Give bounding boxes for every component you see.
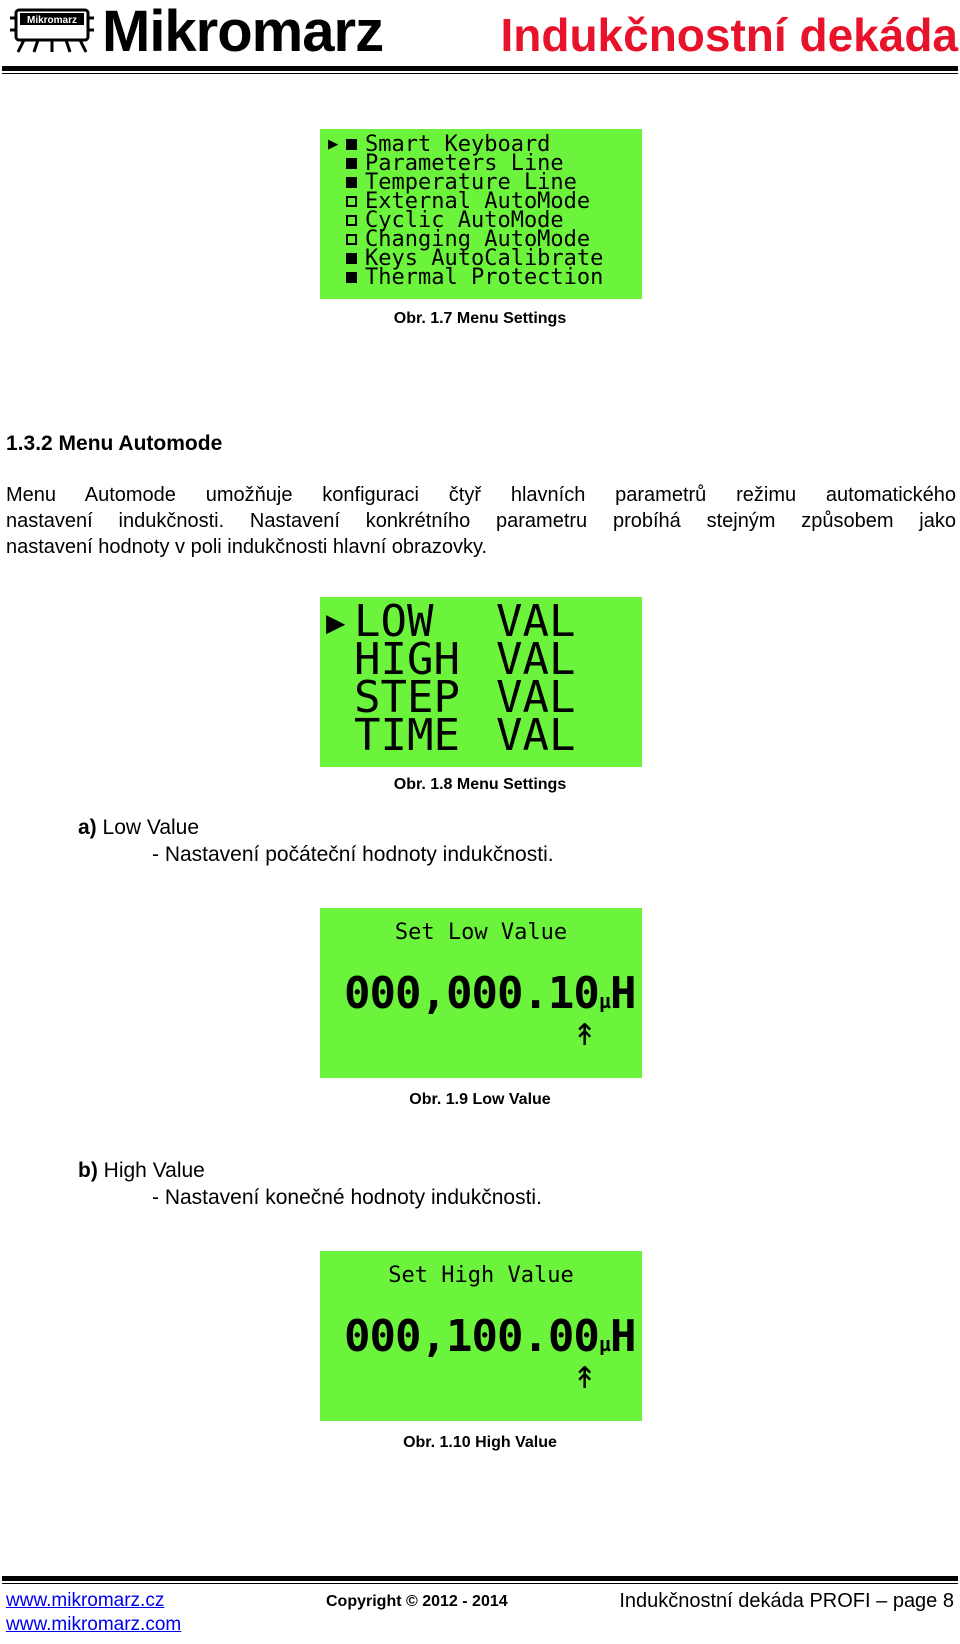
item-b-label (78, 1159, 205, 1183)
lcd-title: Set Low Value (394, 920, 568, 945)
digit-cursor-arrow-icon: ↟ (572, 1018, 598, 1053)
footer-rule-thin (2, 1583, 958, 1584)
digit-cursor-arrow-icon: ↟ (572, 1361, 598, 1396)
unit-prefix: µ (598, 989, 610, 1013)
param-value-label: VAL (496, 634, 576, 685)
figure-caption: Obr. 1.8 Menu Settings (393, 776, 567, 793)
menu-item-label: Temperature Line (365, 170, 577, 195)
param-name: LOW (354, 597, 434, 647)
selection-cursor-icon: ▶ (328, 134, 339, 154)
param-name: HIGH (354, 634, 460, 685)
lcd-title: Set High Value (388, 1263, 574, 1288)
page-header (0, 0, 960, 78)
header-rule-thin (2, 73, 958, 74)
checked-box-icon (346, 139, 357, 150)
automode-menu-item (326, 710, 576, 761)
website-link-cz[interactable]: www.mikromarz.cz (6, 1590, 165, 1611)
svg-text:Mikromarz: Mikromarz (26, 15, 78, 26)
checked-box-icon (346, 158, 357, 169)
param-value-label: VAL (496, 672, 576, 723)
menu-item-label: External AutoMode (365, 189, 591, 214)
menu-item (328, 265, 604, 290)
lcd-menu-settings (320, 129, 642, 299)
unchecked-box-icon (346, 234, 357, 245)
unchecked-box-icon (346, 196, 357, 207)
mikromarz-logo (6, 4, 98, 56)
figure-caption: Obr. 1.9 Low Value (409, 1091, 551, 1108)
param-name: TIME (354, 710, 460, 761)
figure-caption: Obr. 1.10 High Value (403, 1434, 557, 1451)
unit: H (609, 968, 636, 1019)
lcd-automode-menu (320, 597, 642, 767)
lcd-value (344, 968, 635, 1019)
lcd-set-low-value (320, 908, 642, 1078)
paragraph-line: nastavení hodnoty v poli indukčnosti hlavní obrazovky. (6, 536, 488, 558)
menu-item-label: Keys AutoCalibrate (365, 246, 604, 271)
param-value-label: VAL (496, 597, 576, 647)
menu-item-label: Cyclic AutoMode (365, 208, 564, 233)
footer-rule (2, 1576, 958, 1581)
menu-item-label: Thermal Protection (365, 265, 604, 290)
copyright: Copyright © 2012 - 2014 (326, 1593, 508, 1610)
unchecked-box-icon (346, 215, 357, 226)
item-name: Low Value (102, 816, 200, 839)
document-title: Indukčnostní dekáda (500, 9, 958, 61)
param-name: STEP (354, 672, 460, 723)
paragraph-line: Menu Automode umožňuje konfiguraci čtyř hlavních parametrů režimu automatického (6, 484, 956, 506)
value-digits: 000,100.00 (344, 1311, 599, 1362)
value-digits: 000,000.10 (344, 968, 599, 1019)
item-letter: b) (78, 1159, 98, 1182)
selection-cursor-icon: ▶ (326, 603, 346, 641)
unit: H (609, 1311, 636, 1362)
header-rule (2, 66, 958, 71)
lcd-set-high-value (320, 1251, 642, 1421)
page-info: Indukčnostní dekáda PROFI – page 8 (619, 1590, 954, 1612)
section-paragraph (6, 482, 956, 560)
unit-prefix: µ (598, 1332, 610, 1356)
param-value-label: VAL (496, 710, 576, 761)
item-a-description: - Nastavení počáteční hodnoty indukčnosti. (152, 843, 554, 866)
item-letter: a) (78, 816, 97, 839)
settings-menu-list (328, 132, 604, 290)
automode-menu-list (326, 597, 576, 761)
menu-item-label: Smart Keyboard (365, 132, 551, 157)
menu-item-label: Changing AutoMode (365, 227, 591, 252)
checked-box-icon (346, 177, 357, 188)
checked-box-icon (346, 253, 357, 264)
figure-caption: Obr. 1.7 Menu Settings (393, 310, 567, 327)
menu-item-label: Parameters Line (365, 151, 564, 176)
item-a-label (78, 816, 199, 840)
item-name: High Value (103, 1159, 205, 1182)
section-heading: 1.3.2 Menu Automode (6, 432, 223, 455)
brand-name: Mikromarz (102, 0, 384, 64)
checked-box-icon (346, 272, 357, 283)
website-link-com[interactable]: www.mikromarz.com (6, 1614, 182, 1635)
paragraph-line: nastavení indukčnosti. Nastavení konkrétního parametru probíhá stejným způsobem jako (6, 510, 956, 532)
lcd-value (344, 1311, 635, 1362)
item-b-description: - Nastavení konečné hodnoty indukčnosti. (152, 1186, 542, 1209)
